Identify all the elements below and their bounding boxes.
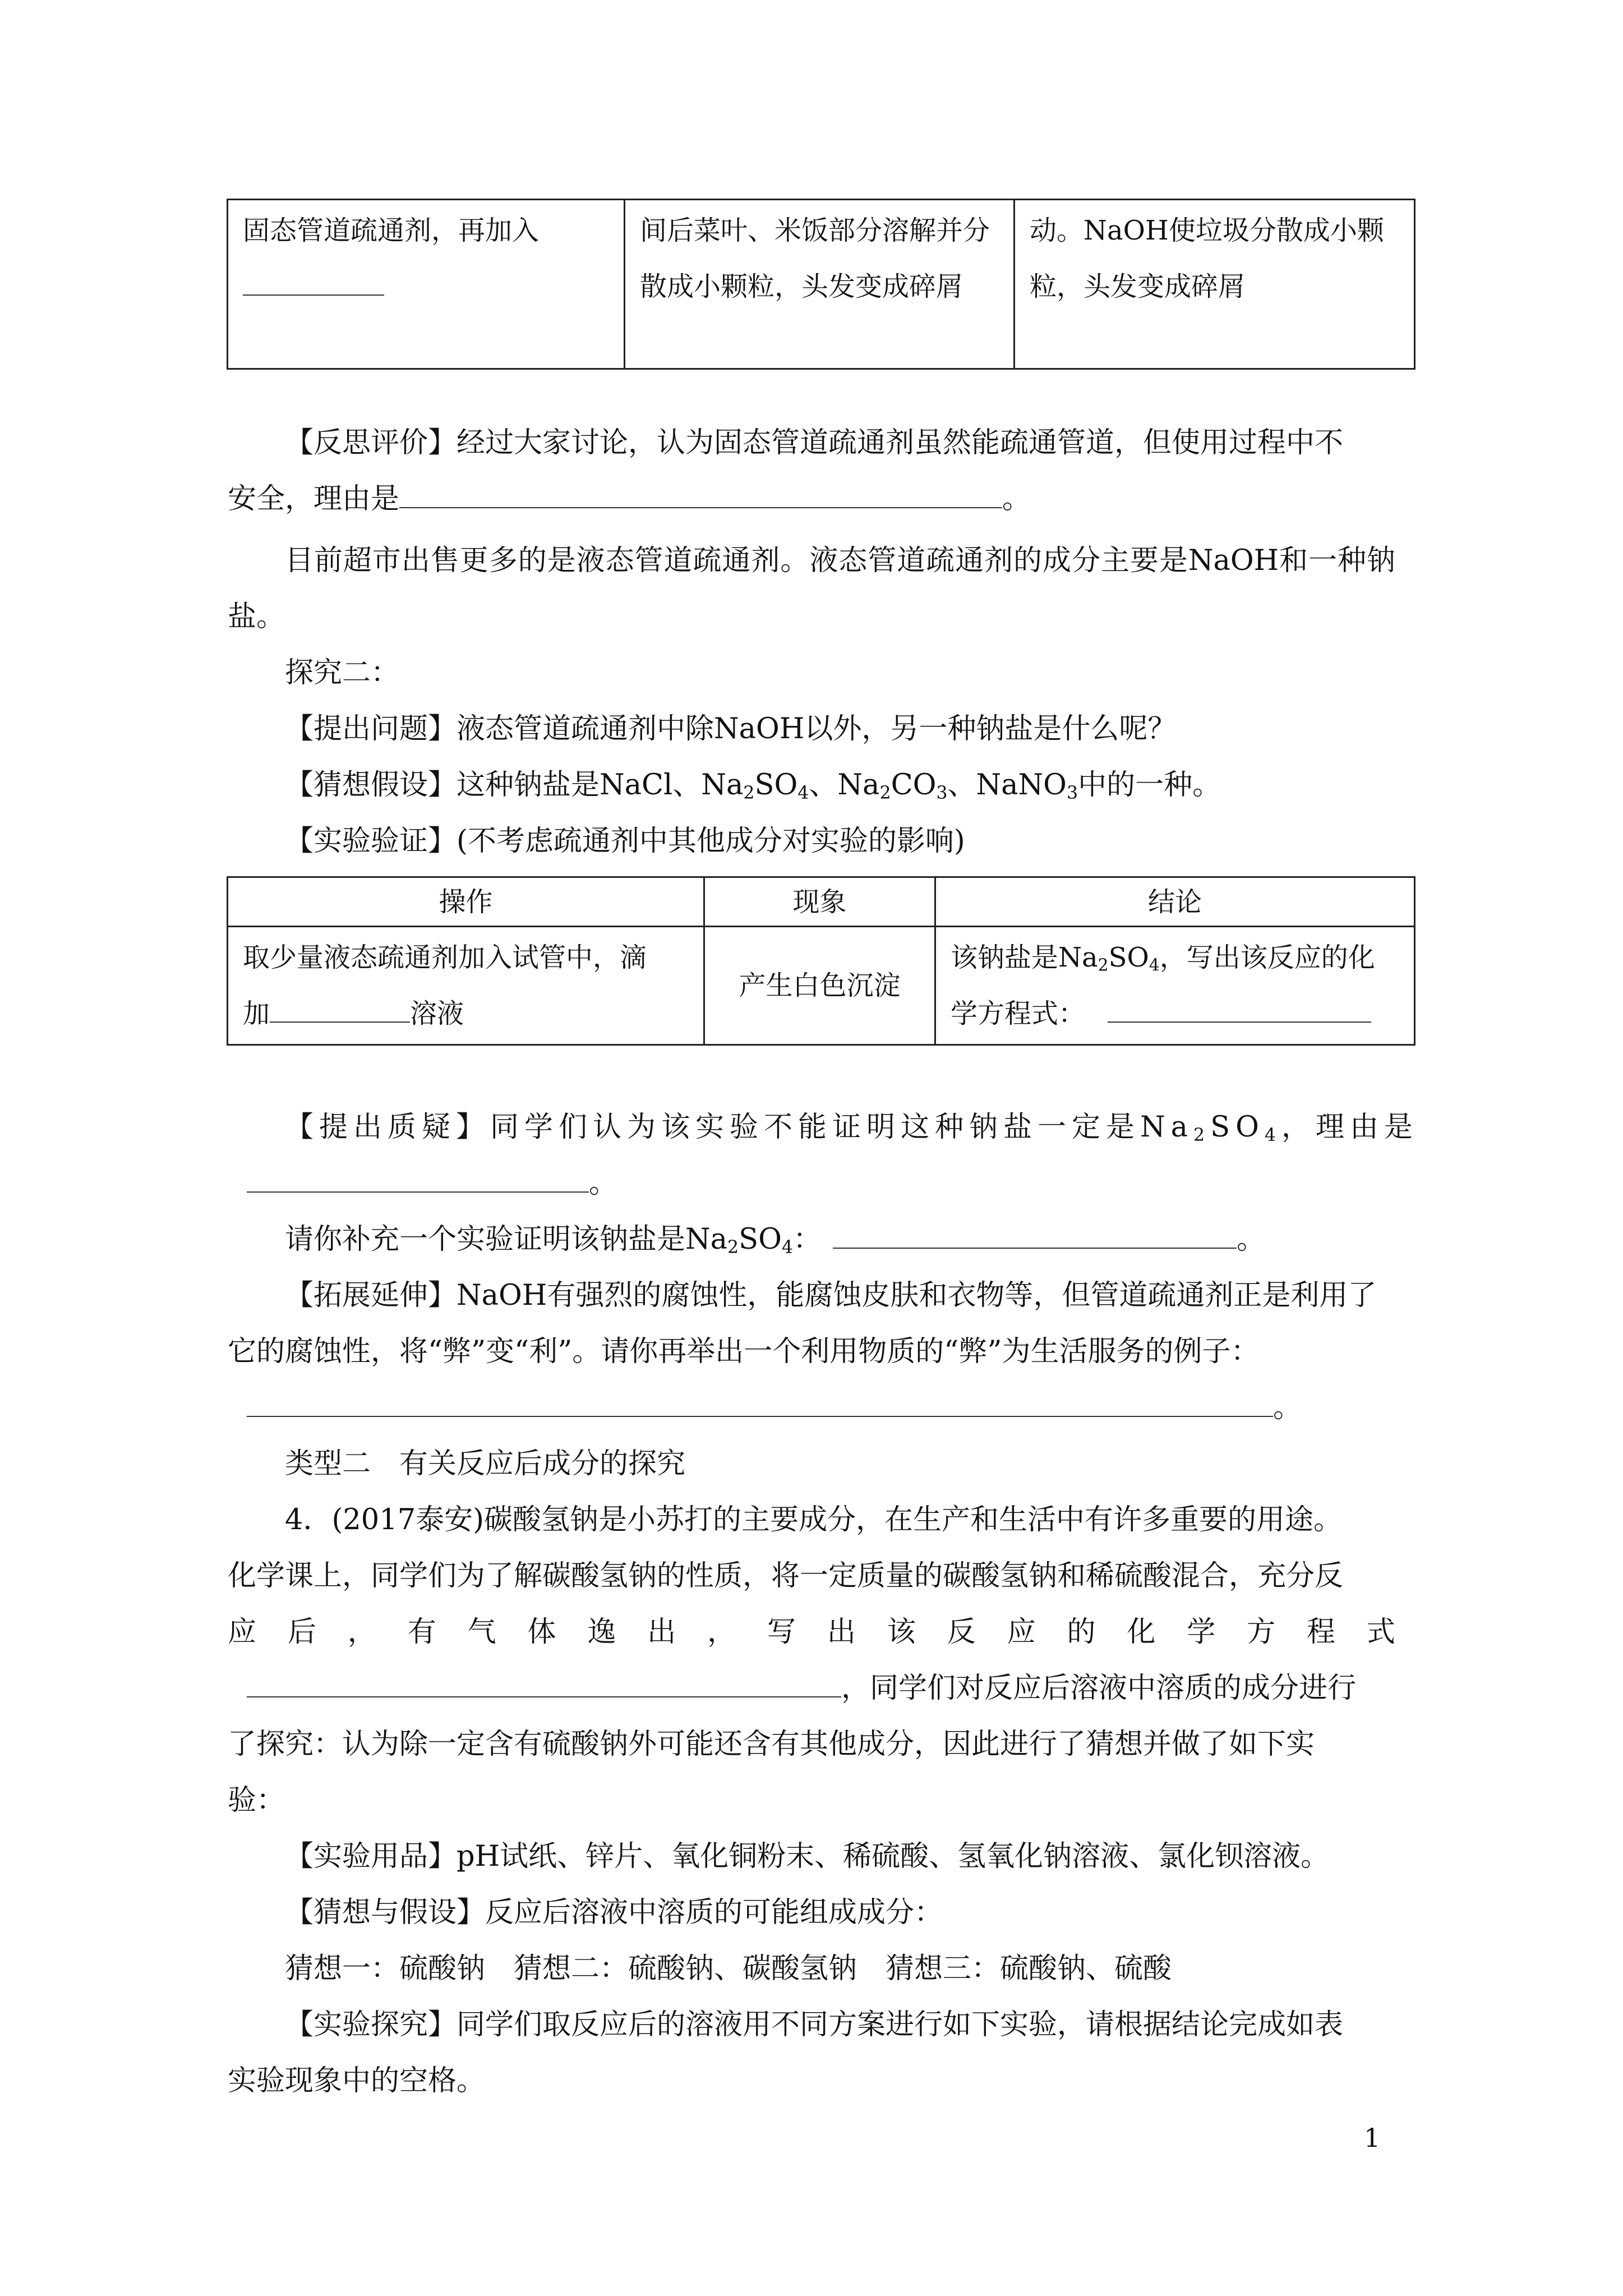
spread-char: 出 [647, 1616, 676, 1649]
question-4-line-4 [247, 1660, 1356, 1717]
table-header-row [228, 877, 1415, 927]
paragraph-text: 经过大家讨论，认为固态管道疏通剂虽然能疏通管道，但使用过程中不 [457, 426, 1344, 459]
table-cell-text: 溶液 [410, 998, 464, 1029]
formula-part: SO [754, 769, 798, 802]
table-cell-text: 取少量液态疏通剂加入试管中，滴 [243, 942, 647, 973]
formula-subscript: 4 [781, 1237, 794, 1258]
table-continued [227, 199, 1415, 370]
reflection-paragraph [228, 415, 1395, 471]
answer-blank[interactable] [270, 1022, 410, 1023]
spread-char: 该 [887, 1616, 916, 1649]
table-cell: 动。NaOH使垃圾分散成小颗粒，头发变成碎屑 [1015, 200, 1415, 369]
experiment-table [227, 876, 1415, 1046]
question-4-line-6: 验： [228, 1784, 285, 1817]
formula-subscript: 2 [1098, 955, 1109, 976]
spread-char: 体 [527, 1616, 556, 1649]
answer-blank[interactable] [833, 1248, 1237, 1249]
question-4-line-2: 化学课上，同学们为了解碳酸氢钠的性质，将一定质量的碳酸氢钠和稀硫酸混合，充分反 [228, 1559, 1344, 1593]
paragraph-text: 【提出质疑】同学们认为该实验不能证明这种钠盐一定是Na [285, 1111, 1194, 1144]
answer-blank[interactable] [1108, 1022, 1371, 1023]
table-cell-phenomenon: 产生白色沉淀 [704, 927, 935, 1045]
table-cell-text: 加 [243, 998, 270, 1029]
paragraph-text: 【猜想假设】这种钠盐是NaCl、 [285, 769, 702, 802]
question-4-line-3 [228, 1604, 1395, 1660]
type-2-heading: 类型二 有关反应后成分的探究 [285, 1447, 686, 1480]
formula-subscript: 4 [1264, 1125, 1282, 1145]
spread-char: 程 [1307, 1616, 1336, 1649]
spread-char: 反 [947, 1616, 976, 1649]
spread-char: 应 [228, 1616, 257, 1649]
answer-blank[interactable] [247, 1696, 841, 1697]
formula-subscript: 2 [879, 783, 891, 803]
supplement-paragraph: 请你补充一个实验证明该钠盐是$Na_2SO_4$： 。 [285, 1223, 1266, 1258]
page-number: 1 [1364, 2123, 1381, 2153]
table-row [228, 927, 1415, 1045]
formula-part: CO [891, 769, 937, 802]
formula-subscript: 3 [936, 783, 948, 803]
hypothesis-paragraph [285, 757, 1221, 813]
spread-char: 学 [1187, 1616, 1216, 1649]
verify-paragraph: 【实验验证】(不考虑疏通剂中其他成分对实验的影响) [285, 825, 965, 858]
spread-char: 逸 [587, 1616, 616, 1649]
explore-paragraph-1: 【实验探究】同学们取反应后的溶液用不同方案进行如下实验，请根据结论完成如表 [285, 2008, 1344, 2041]
formula-part: Na [701, 769, 744, 802]
spread-char: 方 [1247, 1616, 1276, 1649]
spread-char: 有 [407, 1616, 436, 1649]
answer-blank[interactable] [399, 507, 1002, 508]
question-paragraph: 【提出问题】液态管道疏通剂中除NaOH以外，另一种钠盐是什么呢？ [285, 712, 1177, 746]
paragraph-text: 中的一种。 [1078, 769, 1221, 802]
guess-paragraph: 【猜想与假设】反应后溶液中溶质的可能组成成分： [285, 1896, 943, 1929]
extend-paragraph-1: 【拓展延伸】NaOH有强烈的腐蚀性，能腐蚀皮肤和衣物等，但管道疏通剂正是利用了 [285, 1279, 1377, 1312]
formula-subscript: 4 [797, 783, 809, 803]
formula-subscript: 2 [743, 783, 755, 803]
formula-part: SO [739, 1223, 782, 1256]
spread-char: 化 [1127, 1616, 1156, 1649]
formula-subscript: 4 [1149, 955, 1160, 976]
spread-char: 的 [1067, 1616, 1096, 1649]
table-cell-text: 固态管道疏通剂，再加入 [243, 215, 540, 246]
spread-char: 气 [467, 1616, 496, 1649]
formula-subscript: 2 [727, 1237, 739, 1258]
table-header-cell: 现象 [704, 877, 935, 927]
question-4-line-5: 了探究：认为除一定含有硫酸钠外可能还含有其他成分，因此进行了猜想并做了如下实 [228, 1728, 1315, 1761]
guesses-list: 猜想一：硫酸钠 猜想二：硫酸钠、碳酸氢钠 猜想三：硫酸钠、硫酸 [285, 1952, 1172, 1985]
spread-char: 写 [767, 1616, 796, 1649]
doubt-paragraph [285, 1099, 1419, 1156]
doubt-answer-line: 。 [247, 1156, 617, 1212]
table-cell-text: ，写出该反应的化 [1159, 942, 1375, 973]
paragraph-text: ： [793, 1223, 822, 1256]
spread-char: 应 [1007, 1616, 1036, 1649]
table-cell [228, 200, 625, 369]
doubt-text [285, 1099, 1418, 1156]
formula-subscript: 3 [1067, 783, 1078, 803]
extend-paragraph-2: 它的腐蚀性，将“弊”变“利”。请你再举出一个利用物质的“弊”为生活服务的例子： [228, 1335, 1260, 1368]
table-cell-operation [228, 927, 704, 1045]
paragraph-text: 请你补充一个实验证明该钠盐是Na [285, 1223, 728, 1256]
table-cell: 间后菜叶、米饭部分溶解并分散成小颗粒，头发变成碎屑 [625, 200, 1015, 369]
reflection-line-2: 安全，理由是 。 [228, 482, 1031, 516]
explore-2-heading: 探究二： [285, 656, 400, 689]
answer-blank[interactable] [247, 1191, 589, 1193]
formula-part: SO [1108, 942, 1149, 973]
table-cell-text: 该钠盐是Na [951, 942, 1098, 973]
explore-paragraph-2: 实验现象中的空格。 [228, 2064, 486, 2097]
table-row [228, 200, 1415, 369]
table-header-cell: 结论 [935, 877, 1415, 927]
supplies-paragraph: 【实验用品】pH试纸、锌片、氧化铜粉末、稀硫酸、氢氧化钠溶液、氯化钡溶液。 [285, 1840, 1330, 1873]
section-label: 【反思评价】 [285, 426, 457, 459]
formula-part: 、NaNO [947, 769, 1067, 802]
formula-part: SO [1210, 1111, 1265, 1144]
spread-char: 后 [287, 1616, 316, 1649]
spread-char: 出 [827, 1616, 856, 1649]
answer-blank[interactable] [247, 1416, 1273, 1417]
spread-char: ， [707, 1616, 736, 1649]
spread-char: 式 [1366, 1616, 1395, 1649]
formula-subscript: 2 [1193, 1125, 1211, 1145]
formula-part: 、Na [809, 769, 880, 802]
question-4-line-1: 4．(2017泰安)碳酸氢钠是小苏打的主要成分，在生产和生活中有许多重要的用途。 [285, 1503, 1343, 1536]
paragraph-text: 安全，理由是 [228, 482, 400, 516]
paragraph-text: ，理由是 [1281, 1111, 1419, 1144]
table-cell-conclusion [935, 927, 1415, 1045]
spread-char: ， [347, 1616, 376, 1649]
answer-blank[interactable] [243, 295, 384, 296]
table-header-cell: 操作 [228, 877, 704, 927]
market-paragraph: 目前超市出售更多的是液态管道疏通剂。液态管道疏通剂的成分主要是NaOH和一种钠盐。 [228, 544, 1395, 633]
paragraph-text: ，同学们对反应后溶液中溶质的成分进行 [841, 1672, 1357, 1705]
table-cell-text: 学方程式： [951, 998, 1086, 1029]
extend-answer-line: 。 [247, 1380, 1302, 1436]
